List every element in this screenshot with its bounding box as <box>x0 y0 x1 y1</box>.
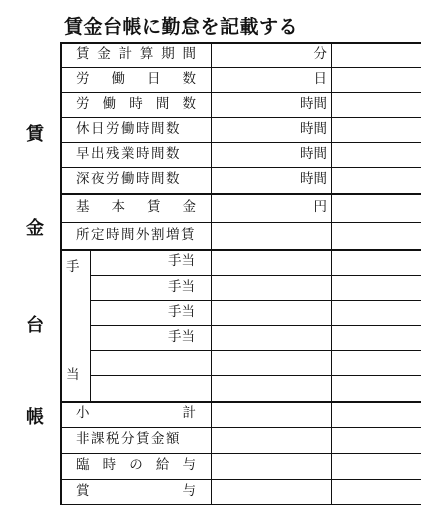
label-char: 期 <box>161 45 175 62</box>
row-label: 休日労働時間数 <box>76 120 181 137</box>
label-char: の <box>129 457 143 474</box>
side-title-char: 帳 <box>26 407 44 428</box>
allowance-row-label: 手当 <box>168 278 195 295</box>
label-char: 基 <box>76 198 90 215</box>
row-unit: 時間 <box>300 120 327 137</box>
total-label-right: 与 <box>182 482 196 499</box>
total-label <box>76 401 196 427</box>
row-label: 所定時間外割増賃 <box>76 226 196 243</box>
row-unit: 時間 <box>300 95 327 112</box>
row-label <box>76 67 196 92</box>
label-char: 与 <box>182 457 196 474</box>
label-char: 給 <box>155 457 170 474</box>
label-char: 働 <box>102 95 117 112</box>
total-label-right: 計 <box>182 405 196 422</box>
total-label-left: 小 <box>76 405 90 422</box>
row-unit: 分 <box>313 45 327 62</box>
row-label <box>76 193 196 222</box>
allowance-row-label: 手当 <box>168 253 195 270</box>
label-char: 臨 <box>76 457 90 474</box>
row-unit: 円 <box>313 198 327 215</box>
row-unit <box>211 222 327 249</box>
row-label: 深夜労働時間数 <box>76 171 181 188</box>
grid-vertical-line <box>60 42 62 504</box>
row-unit: 時間 <box>300 145 327 162</box>
label-char: 日 <box>147 70 161 87</box>
row-unit: 日 <box>313 70 327 87</box>
label-char: 数 <box>182 70 196 87</box>
allowance-group-label-top: 手 <box>66 259 80 276</box>
total-label <box>76 479 196 504</box>
label-char: 時 <box>102 457 117 474</box>
allowance-row-label <box>90 375 195 401</box>
label-char: 労 <box>76 95 90 112</box>
page-title: 賃金台帳に勤怠を記載する <box>64 16 299 38</box>
label-char: 金 <box>182 198 196 215</box>
total-label <box>76 453 196 479</box>
label-char: 働 <box>111 70 125 87</box>
side-title-char: 金 <box>26 218 44 239</box>
allowance-row-label: 手当 <box>168 303 195 320</box>
side-title-char: 賃 <box>26 124 44 145</box>
side-title-char: 台 <box>26 315 44 336</box>
row-label <box>76 42 196 67</box>
allowance-row-label: 手当 <box>168 328 195 345</box>
label-char: 算 <box>139 45 154 62</box>
label-char: 計 <box>118 45 133 62</box>
label-char: 賃 <box>76 45 90 62</box>
total-label: 非課税分賃金額 <box>76 431 181 448</box>
row-label: 早出残業時間数 <box>76 145 181 162</box>
allowance-row-label <box>90 350 195 375</box>
label-char: 金 <box>97 45 111 62</box>
grid-vertical-line <box>331 42 332 504</box>
grid-horizontal-line <box>60 504 421 505</box>
row-label <box>76 92 196 117</box>
allowance-group-label-bottom: 当 <box>66 367 80 384</box>
label-char: 本 <box>111 198 125 215</box>
label-char: 間 <box>182 45 196 62</box>
row-unit: 時間 <box>300 171 327 188</box>
label-char: 労 <box>76 70 90 87</box>
total-label-left: 賞 <box>76 482 90 499</box>
label-char: 間 <box>155 95 170 112</box>
label-char: 時 <box>129 95 143 112</box>
label-char: 数 <box>182 95 196 112</box>
label-char: 賃 <box>147 198 161 215</box>
